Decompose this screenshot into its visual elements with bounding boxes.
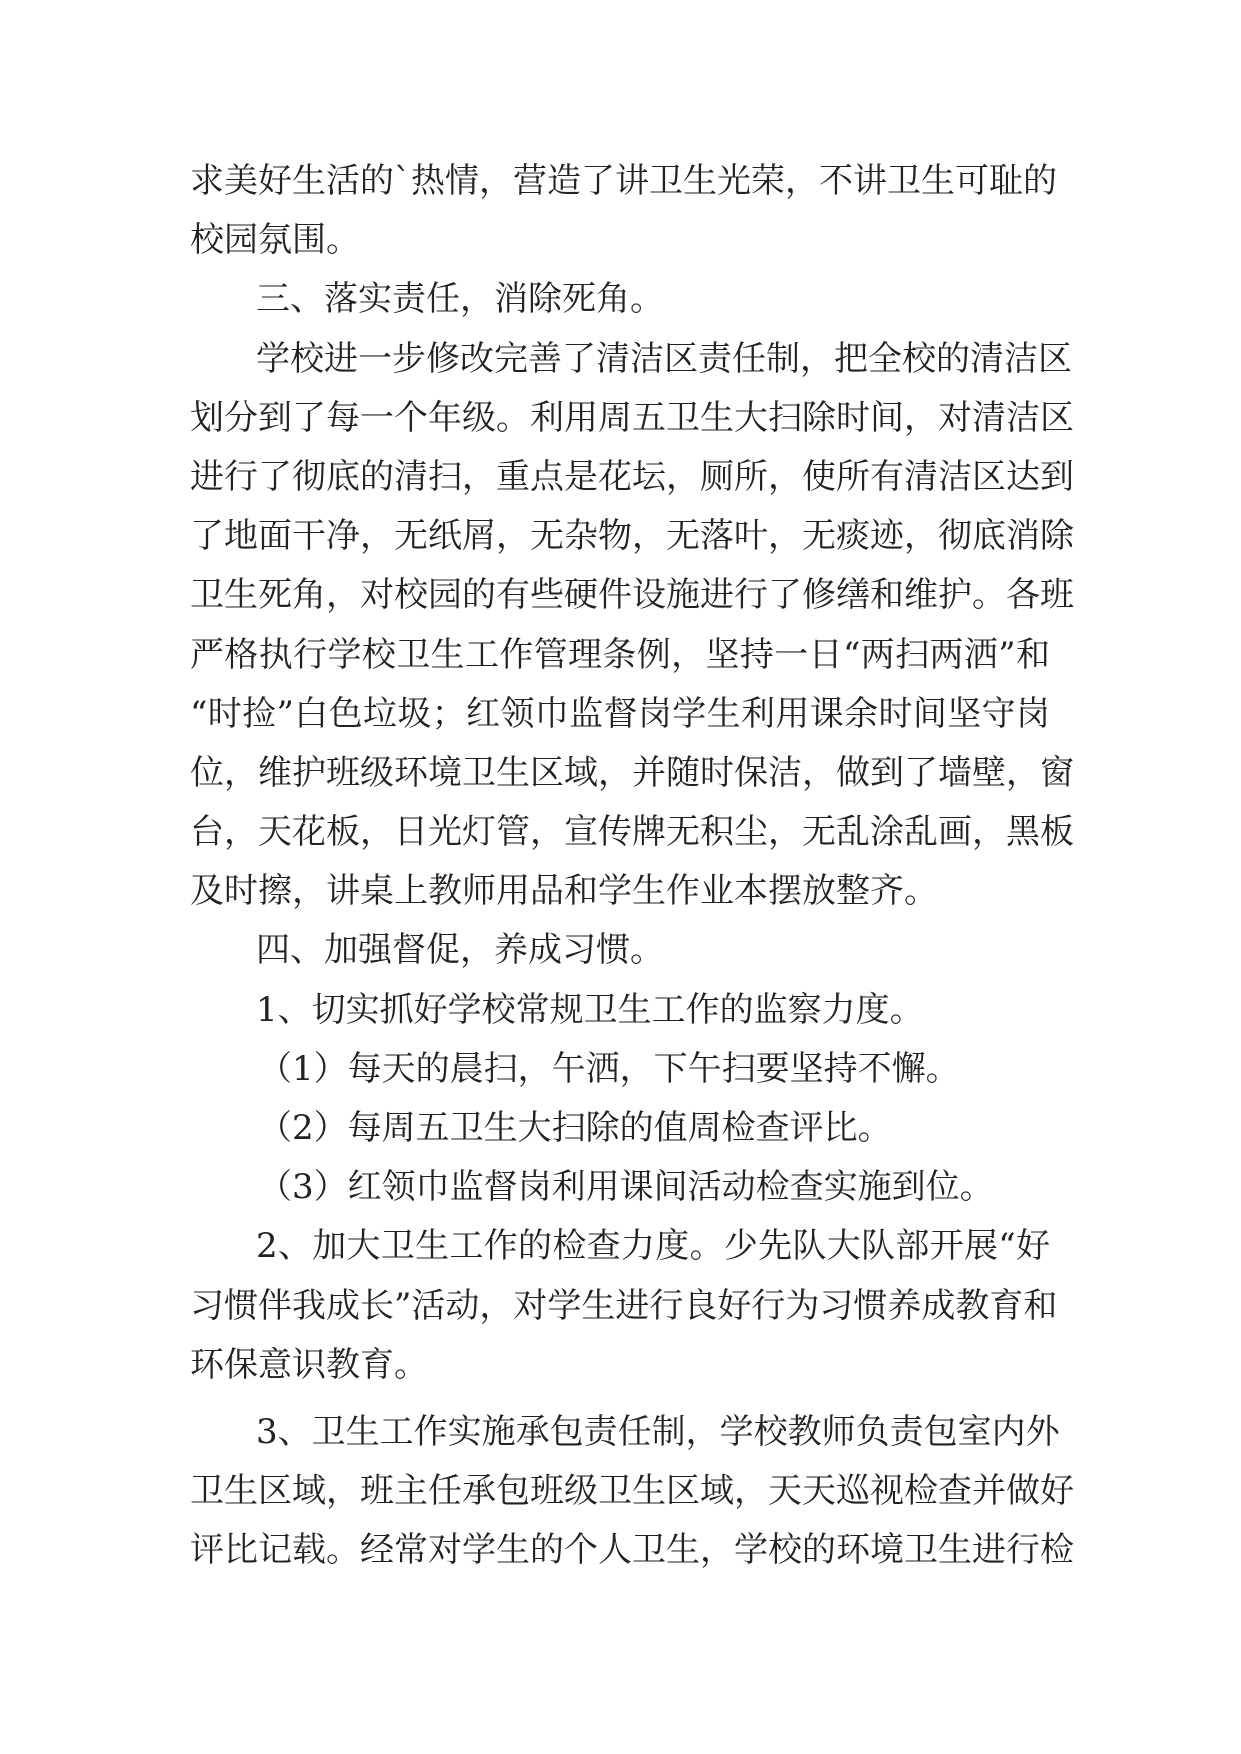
- text-line: 卫生死角，对校园的有些硬件设施进行了修缮和维护。各班: [190, 575, 1074, 616]
- sub-list-item: （2）每周五卫生大扫除的值周检查评比。: [258, 1108, 892, 1148]
- list-item: 2、加大卫生工作的检查力度。少先队大队部开展“好: [256, 1226, 1050, 1267]
- list-item: 1、切实抓好学校常规卫生工作的监察力度。: [256, 989, 924, 1030]
- text-line: 划分到了每一个年级。利用周五卫生大扫除时间，对清洁区: [190, 397, 1074, 438]
- text-line: 了地面干净，无纸屑，无杂物，无落叶，无痰迹，彻底消除: [190, 516, 1074, 557]
- paragraph-gap: [190, 1395, 1050, 1403]
- list-item: 3、卫生工作实施承包责任制，学校教师负责包室内外: [256, 1411, 1060, 1452]
- document-body: [190, 152, 1074, 1581]
- text-line: 校园氛围。: [190, 220, 360, 261]
- text-line: “时捡”白色垃圾；红领巾监督岗学生利用课余时间坚守岗: [190, 693, 1050, 734]
- text-line: 评比记载。经常对学生的个人卫生，学校的环境卫生进行检: [190, 1530, 1074, 1571]
- text-line: 及时擦，讲桌上教师用品和学生作业本摆放整齐。: [190, 871, 938, 912]
- text-line: 习惯伴我成长”活动，对学生进行良好行为习惯养成教育和: [190, 1285, 1058, 1326]
- text-line: 学校进一步修改完善了清洁区责任制，把全校的清洁区: [256, 338, 1072, 379]
- sub-list-item: （3）红领巾监督岗利用课间活动检查实施到位。: [258, 1167, 994, 1208]
- text-line: 卫生区域，班主任承包班级卫生区域，天天巡视检查并做好: [190, 1471, 1074, 1512]
- text-line: 台，天花板，日光灯管，宣传牌无积尘，无乱涂乱画，黑板: [190, 812, 1074, 853]
- section-heading: 三、落实责任，消除死角。: [256, 279, 664, 320]
- text-line: 进行了彻底的清扫，重点是花坛，厕所，使所有清洁区达到: [190, 456, 1074, 497]
- sub-list-item: （1）每天的晨扫，午洒，下午扫要坚持不懈。: [258, 1048, 960, 1089]
- section-heading: 四、加强督促，养成习惯。: [256, 930, 664, 971]
- text-line: 环保意识教育。: [190, 1344, 428, 1385]
- text-line: 求美好生活的`热情，营造了讲卫生光荣，不讲卫生可耻的: [190, 161, 1057, 201]
- text-line: 位，维护班级环境卫生区域，并随时保洁，做到了墙壁，窗: [190, 752, 1074, 793]
- text-line: 严格执行学校卫生工作管理条例，坚持一日“两扫两洒”和: [190, 634, 1050, 675]
